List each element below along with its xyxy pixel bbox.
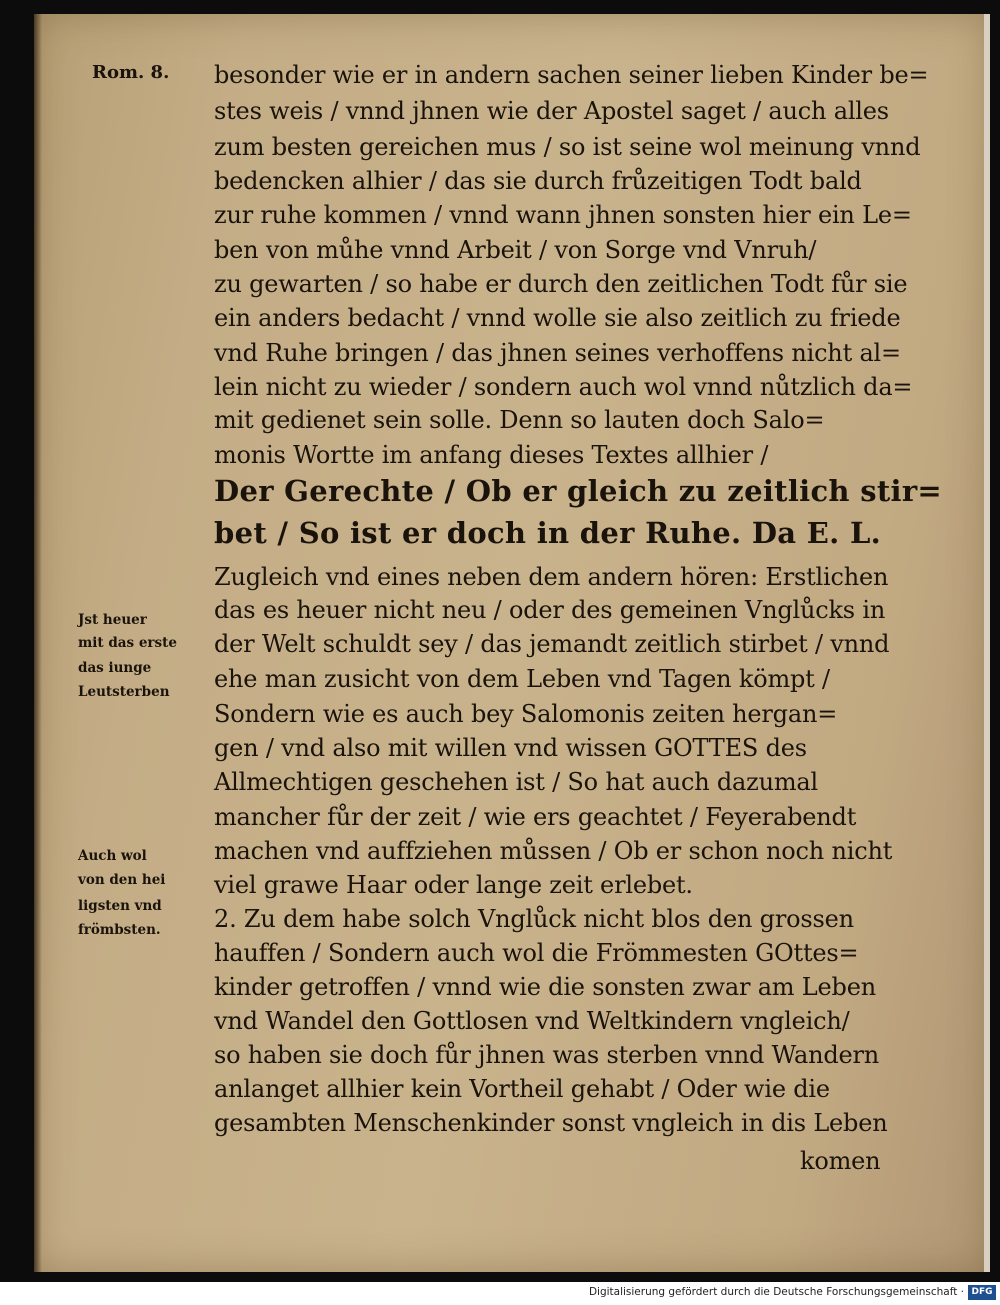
- text-line-21: Allmechtigen geschehen ist / So hat auch dazumal: [214, 768, 818, 796]
- text-line-4: bedencken alhier / das sie durch frůzeitigen Todt bald: [214, 167, 862, 195]
- text-line-8: ein anders bedacht / vnnd wolle sie also zeitlich zu friede: [214, 304, 901, 332]
- margin-note-2-line-3: ligsten vnd: [78, 898, 162, 914]
- text-line-24: viel grawe Haar oder lange zeit erlebet.: [214, 871, 693, 899]
- scripture-quote-line-1: Der Gerechte / Ob er gleich zu zeitlich stir=: [214, 474, 943, 508]
- text-line-10: lein nicht zu wieder / sondern auch wol vnnd nůtzlich da=: [214, 373, 913, 401]
- margin-note-1-line-4: Leutsterben: [78, 684, 170, 700]
- text-line-31: gesambten Menschenkinder sonst vngleich in dis Leben: [214, 1109, 888, 1137]
- text-line-27: kinder getroffen / vnnd wie die sonsten zwar am Leben: [214, 973, 876, 1001]
- text-line-2: stes weis / vnnd jhnen wie der Apostel saget / auch alles: [214, 97, 889, 125]
- page-gutter-shadow: [34, 14, 42, 1272]
- margin-note-1-line-2: mit das erste: [78, 635, 177, 651]
- margin-note-1-line-1: Jst heuer: [78, 612, 147, 628]
- scripture-quote-line-2: bet / So ist er doch in der Ruhe. Da E. L.: [214, 516, 882, 550]
- dfg-logo-icon: DFG: [968, 1285, 996, 1300]
- text-line-30: anlanget allhier kein Vortheil gehabt / Oder wie die: [214, 1075, 830, 1103]
- text-line-17: der Welt schuldt sey / das jemandt zeitlich stirbet / vnnd: [214, 630, 890, 658]
- text-line-28: vnd Wandel den Gottlosen vnd Weltkindern vngleich/: [214, 1007, 850, 1035]
- funding-credit: Digitalisierung gefördert durch die Deutsche Forschungsgemeinschaft ·: [588, 1286, 964, 1298]
- text-line-23: machen vnd auffziehen můssen / Ob er schon noch nicht: [214, 837, 893, 865]
- text-line-19: Sondern wie es auch bey Salomonis zeiten hergan=: [214, 700, 838, 728]
- margin-note-1-line-3: das iunge: [78, 660, 152, 676]
- text-line-26: hauffen / Sondern auch wol die Frömmesten GOttes=: [214, 939, 859, 967]
- text-line-6: ben von můhe vnnd Arbeit / von Sorge vnd Vnruh/: [214, 236, 817, 264]
- text-line-16: das es heuer nicht neu / oder des gemeinen Vnglůcks in: [214, 596, 886, 624]
- margin-note-2-line-1: Auch wol: [78, 848, 147, 864]
- text-line-11: mit gedienet sein solle. Denn so lauten doch Salo=: [214, 406, 825, 434]
- text-line-25: 2. Zu dem habe solch Vnglůck nicht blos den grossen: [214, 905, 854, 933]
- text-line-22: mancher fůr der zeit / wie ers geachtet / Feyerabendt: [214, 803, 857, 831]
- text-line-12: monis Wortte im anfang dieses Textes allhier /: [214, 441, 769, 469]
- text-line-3: zum besten gereichen mus / so ist seine wol meinung vnnd: [214, 133, 921, 161]
- page-right-edge: [984, 14, 990, 1272]
- margin-reference-rom: Rom. 8.: [92, 62, 170, 83]
- text-line-15: Zugleich vnd eines neben dem andern hören: Erstlichen: [214, 563, 889, 591]
- text-line-1: besonder wie er in andern sachen seiner lieben Kinder be=: [214, 61, 929, 89]
- catchword: komen: [800, 1147, 881, 1175]
- text-line-9: vnd Ruhe bringen / das jhnen seines verhoffens nicht al=: [214, 339, 901, 367]
- text-line-18: ehe man zusicht von dem Leben vnd Tagen kömpt /: [214, 665, 830, 693]
- text-line-5: zur ruhe kommen / vnnd wann jhnen sonsten hier ein Le=: [214, 201, 912, 229]
- footer-bar: [0, 1282, 1000, 1305]
- margin-note-2-line-2: von den hei: [78, 872, 166, 888]
- text-line-7: zu gewarten / so habe er durch den zeitlichen Todt fůr sie: [214, 270, 908, 298]
- text-line-29: so haben sie doch fůr jhnen was sterben vnnd Wandern: [214, 1041, 880, 1069]
- margin-note-2-line-4: frömbsten.: [78, 922, 161, 938]
- text-line-20: gen / vnd also mit willen vnd wissen GOTTES des: [214, 734, 807, 762]
